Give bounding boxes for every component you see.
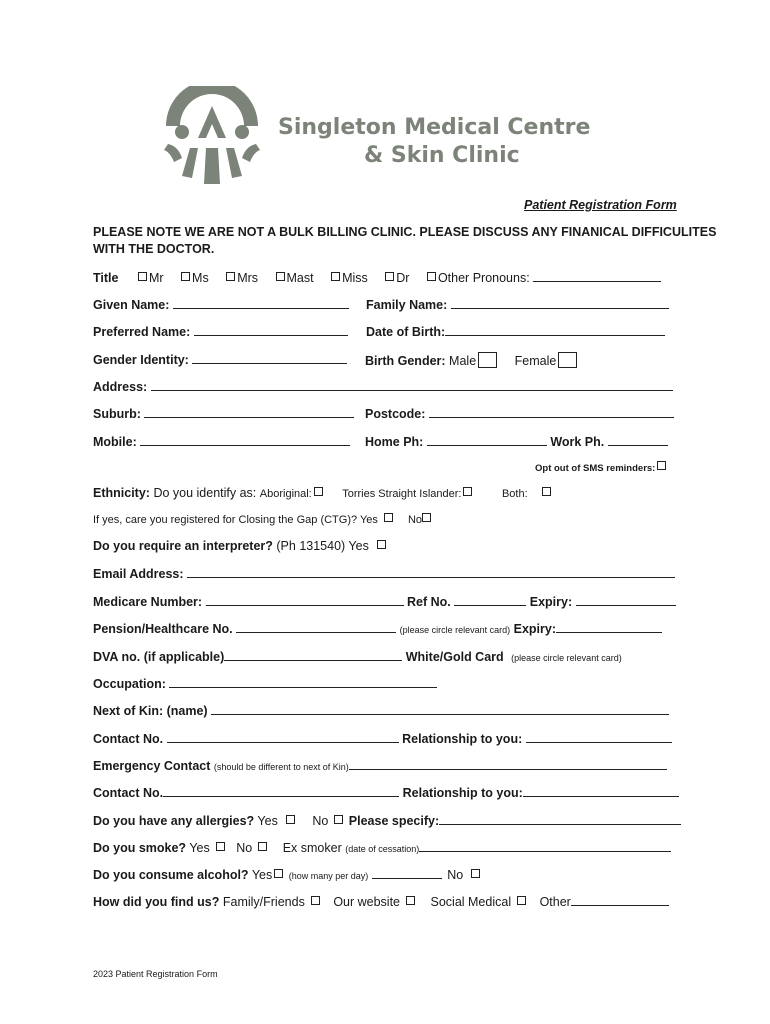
alcohol-yes-label: Yes	[251, 868, 273, 882]
pension-field[interactable]	[236, 621, 396, 633]
dob-field[interactable]	[445, 324, 665, 336]
dva-card-label: White/Gold Card	[405, 650, 504, 664]
find-us-social-label: Social Medical	[430, 895, 512, 909]
female-label: Female	[514, 354, 557, 368]
title-ms-label: Ms	[192, 271, 209, 285]
next-of-kin-field[interactable]	[211, 703, 669, 715]
smoke-no-checkbox[interactable]	[258, 842, 267, 851]
title-mrs-checkbox[interactable]	[226, 272, 235, 281]
title-other-label: Other Pronouns:	[437, 271, 530, 285]
dva-note: (please circle relevant card)	[511, 653, 622, 663]
find-us-family-checkbox[interactable]	[311, 896, 320, 905]
next-of-kin-label: Next of Kin: (name)	[93, 704, 208, 718]
contact1-field[interactable]	[167, 731, 399, 743]
smoke-ex-label: Ex smoker	[282, 841, 342, 855]
postcode-field[interactable]	[429, 406, 674, 418]
opt-out-checkbox[interactable]	[657, 461, 666, 470]
contact1-relationship-field[interactable]	[526, 731, 672, 743]
preferred-name-field[interactable]	[194, 324, 348, 336]
postcode-label: Postcode:	[365, 407, 426, 421]
title-mast-checkbox[interactable]	[276, 272, 285, 281]
medicare-ref-field[interactable]	[454, 594, 526, 606]
emergency-label: Emergency Contact	[93, 759, 211, 773]
medicare-label: Medicare Number:	[93, 595, 203, 609]
given-name-field[interactable]	[173, 297, 349, 309]
contact1-relationship-label: Relationship to you:	[402, 732, 523, 746]
notice-line2: WITH THE DOCTOR.	[93, 242, 215, 256]
find-us-other-label: Other	[539, 895, 571, 909]
find-us-question: How did you find us?	[93, 895, 220, 909]
clinic-logo-icon	[160, 86, 264, 186]
smoke-ex-field[interactable]	[419, 840, 671, 852]
medicare-expiry-field[interactable]	[576, 594, 676, 606]
pension-note: (please circle relevant card)	[399, 625, 511, 635]
work-ph-label: Work Ph.	[550, 435, 605, 449]
contact2-relationship-field[interactable]	[523, 785, 679, 797]
interpreter-yes-checkbox[interactable]	[377, 540, 386, 549]
footer-text: 2023 Patient Registration Form	[93, 969, 218, 979]
alcohol-note: (how many per day)	[288, 871, 369, 881]
title-other-field[interactable]	[533, 270, 661, 282]
title-other-checkbox[interactable]	[427, 272, 436, 281]
alcohol-no-checkbox[interactable]	[471, 869, 480, 878]
emergency-field[interactable]	[349, 758, 667, 770]
ctg-no-label: No	[407, 514, 423, 526]
smoke-no-label: No	[236, 841, 253, 855]
gender-identity-label: Gender Identity:	[93, 353, 189, 367]
pension-expiry-label: Expiry:	[513, 622, 557, 636]
find-us-family-label: Family/Friends	[222, 895, 305, 909]
find-us-social-checkbox[interactable]	[517, 896, 526, 905]
clinic-name-line1: Singleton Medical Centre	[278, 115, 591, 140]
smoke-ex-note: (date of cessation)	[345, 844, 420, 854]
title-miss-checkbox[interactable]	[331, 272, 340, 281]
both-label: Both:	[501, 488, 528, 500]
both-checkbox[interactable]	[542, 487, 551, 496]
dva-label: DVA no. (if applicable)	[93, 650, 225, 664]
pension-label: Pension/Healthcare No.	[93, 622, 233, 636]
male-label: Male	[449, 354, 477, 368]
address-field[interactable]	[151, 379, 673, 391]
title-miss-label: Miss	[342, 271, 368, 285]
allergies-question: Do you have any allergies?	[93, 814, 255, 828]
ethnicity-label: Ethnicity:	[93, 486, 150, 500]
opt-out-label: Opt out of SMS reminders:	[535, 463, 656, 474]
ctg-question: If yes, care you registered for Closing the Gap (CTG)? Yes	[93, 514, 378, 526]
medicare-field[interactable]	[206, 594, 404, 606]
title-ms-checkbox[interactable]	[181, 272, 190, 281]
preferred-name-label: Preferred Name:	[93, 325, 191, 339]
medicare-expiry-label: Expiry:	[529, 595, 573, 609]
alcohol-amount-field[interactable]	[372, 867, 442, 879]
occupation-label: Occupation:	[93, 677, 166, 691]
allergies-no-checkbox[interactable]	[334, 815, 343, 824]
address-label: Address:	[93, 380, 148, 394]
title-label: Title	[93, 271, 119, 285]
title-mr-label: Mr	[148, 271, 164, 285]
alcohol-yes-checkbox[interactable]	[274, 869, 283, 878]
given-name-label: Given Name:	[93, 298, 170, 312]
allergies-yes-label: Yes	[257, 814, 278, 828]
title-mrs-label: Mrs	[237, 271, 259, 285]
home-ph-label: Home Ph:	[365, 435, 424, 449]
form-title: Patient Registration Form	[524, 198, 677, 212]
allergies-no-label: No	[312, 814, 329, 828]
email-field[interactable]	[187, 566, 675, 578]
suburb-field[interactable]	[144, 406, 354, 418]
occupation-field[interactable]	[169, 676, 437, 688]
ethnicity-question: Do you identify as:	[153, 486, 257, 500]
family-name-label: Family Name:	[366, 298, 448, 312]
aboriginal-label: Aboriginal:	[259, 488, 312, 500]
emergency-note: (should be different to next of Kin)	[213, 762, 349, 772]
male-checkbox[interactable]	[478, 352, 497, 368]
email-label: Email Address:	[93, 567, 184, 581]
contact2-relationship-label: Relationship to you:	[402, 786, 523, 800]
title-dr-checkbox[interactable]	[385, 272, 394, 281]
work-ph-field[interactable]	[608, 434, 668, 446]
ctg-no-checkbox[interactable]	[422, 513, 431, 522]
title-mast-label: Mast	[286, 271, 314, 285]
interpreter-detail: (Ph 131540) Yes	[276, 539, 369, 553]
mobile-field[interactable]	[140, 434, 350, 446]
notice-line1: PLEASE NOTE WE ARE NOT A BULK BILLING CLINIC. PLEASE DISCUSS ANY FINANICAL DIFFICULITES	[93, 225, 717, 239]
contact2-field[interactable]	[163, 785, 399, 797]
smoke-yes-checkbox[interactable]	[216, 842, 225, 851]
torres-label: Torries Straight Islander:	[342, 488, 462, 500]
ctg-yes-checkbox[interactable]	[384, 513, 393, 522]
suburb-label: Suburb:	[93, 407, 141, 421]
clinic-name-line2: & Skin Clinic	[364, 143, 520, 168]
mobile-label: Mobile:	[93, 435, 137, 449]
interpreter-question: Do you require an interpreter?	[93, 539, 273, 553]
smoke-question: Do you smoke?	[93, 841, 187, 855]
allergies-yes-checkbox[interactable]	[286, 815, 295, 824]
allergies-specify-field[interactable]	[439, 813, 681, 825]
dva-field[interactable]	[224, 649, 402, 661]
family-name-field[interactable]	[451, 297, 669, 309]
alcohol-question: Do you consume alcohol?	[93, 868, 249, 882]
medicare-ref-label: Ref No.	[407, 595, 451, 609]
contact2-label: Contact No.	[93, 786, 164, 800]
female-checkbox[interactable]	[558, 352, 577, 368]
birth-gender-label: Birth Gender:	[365, 354, 446, 368]
title-mr-checkbox[interactable]	[138, 272, 147, 281]
pension-expiry-field[interactable]	[556, 621, 662, 633]
title-row	[93, 270, 661, 285]
title-dr-label: Dr	[396, 271, 410, 285]
contact1-label: Contact No.	[93, 732, 164, 746]
find-us-other-field[interactable]	[571, 894, 669, 906]
find-us-website-label: Our website	[333, 895, 401, 909]
torres-checkbox[interactable]	[463, 487, 472, 496]
home-ph-field[interactable]	[427, 434, 547, 446]
dob-label: Date of Birth:	[366, 325, 446, 339]
alcohol-no-label: No	[447, 868, 464, 882]
allergies-specify-label: Please specify:	[348, 814, 440, 828]
find-us-website-checkbox[interactable]	[406, 896, 415, 905]
aboriginal-checkbox[interactable]	[314, 487, 323, 496]
smoke-yes-label: Yes	[189, 841, 210, 855]
gender-identity-field[interactable]	[192, 352, 347, 364]
